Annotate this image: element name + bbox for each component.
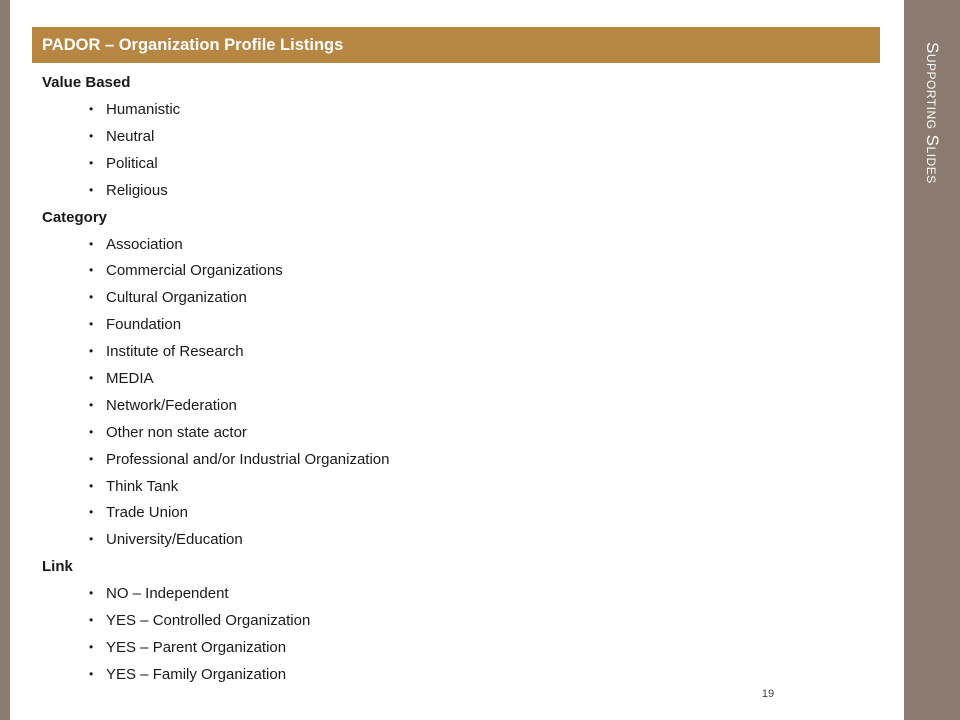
slide-content: [42, 69, 882, 688]
section-heading-link: Link: [42, 558, 73, 576]
list-item: • Association: [42, 231, 882, 258]
category-list: [42, 231, 882, 554]
list-item: • Other non state actor: [42, 419, 882, 446]
list-item: • Religious: [42, 177, 882, 204]
bullet-icon: •: [89, 344, 94, 359]
bullet-icon: •: [89, 478, 94, 493]
link-list: [42, 580, 882, 688]
bullet-icon: •: [89, 613, 94, 628]
bullet-icon: •: [89, 102, 94, 116]
section-heading-category: Category: [42, 208, 108, 226]
slide-title: PADOR – Organization Profile Listings: [42, 36, 344, 54]
list-item: • Institute of Research: [42, 338, 882, 365]
side-section-title: Supporting Slides: [923, 42, 942, 184]
bullet-icon: •: [89, 424, 94, 439]
list-item: • MEDIA: [42, 365, 882, 392]
list-item: • Cultural Organization: [42, 284, 882, 311]
list-item: • Professional and/or Industrial Organization: [42, 446, 882, 473]
list-item: • Commercial Organizations: [42, 257, 882, 284]
list-item: • Political: [42, 150, 882, 177]
bullet-icon: •: [89, 155, 94, 170]
bullet-icon: •: [89, 666, 94, 681]
list-item: • Humanistic: [42, 96, 882, 123]
bullet-icon: •: [89, 290, 94, 305]
list-item: • Trade Union: [42, 499, 882, 526]
bullet-icon: •: [89, 128, 94, 143]
list-item: • Network/Federation: [42, 392, 882, 419]
page-number: 19: [761, 688, 775, 700]
list-item: • YES – Family Organization: [42, 661, 882, 688]
bullet-icon: •: [89, 397, 94, 412]
list-item: • YES – Controlled Organization: [42, 607, 882, 634]
value-based-list: [42, 96, 882, 204]
list-item: • NO – Independent: [42, 580, 882, 607]
bullet-icon: •: [89, 263, 94, 278]
bullet-icon: •: [89, 586, 94, 601]
list-item: • University/Education: [42, 526, 882, 553]
list-item: • Think Tank: [42, 473, 882, 500]
slide-title-bar: [32, 27, 880, 63]
bullet-icon: •: [89, 532, 94, 547]
bullet-icon: •: [89, 505, 94, 520]
left-decorative-stripe: [0, 0, 10, 720]
bullet-icon: •: [89, 451, 94, 466]
list-item: • Foundation: [42, 311, 882, 338]
bullet-icon: •: [89, 317, 94, 332]
bullet-icon: •: [89, 371, 94, 386]
list-item: • Neutral: [42, 123, 882, 150]
bullet-icon: •: [89, 640, 94, 655]
list-item: • YES – Parent Organization: [42, 634, 882, 661]
bullet-icon: •: [89, 236, 94, 251]
bullet-icon: •: [89, 182, 94, 197]
section-heading-value-based: Value Based: [42, 74, 131, 91]
